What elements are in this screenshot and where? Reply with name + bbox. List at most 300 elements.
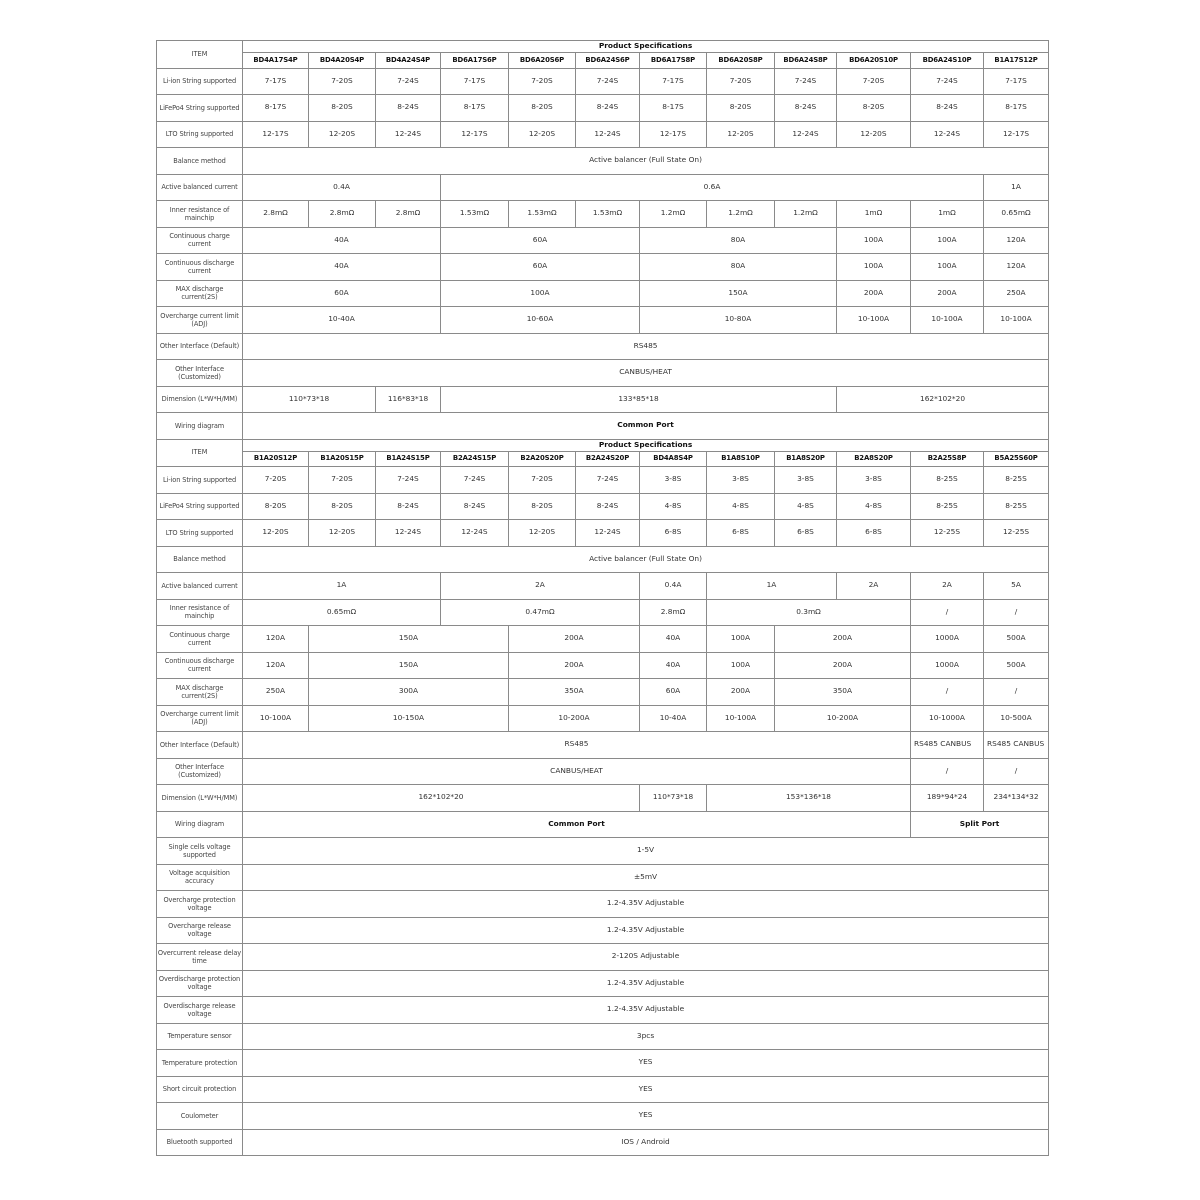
common-spec-row: [157, 891, 1049, 918]
value-cell: 12-20S: [243, 520, 309, 547]
spec-sheet: [156, 40, 1048, 1156]
value-cell: 150A: [309, 626, 509, 653]
value-cell: 500A: [984, 626, 1049, 653]
common-spec-row: [157, 864, 1049, 891]
value-cell: 0.4A: [640, 573, 707, 600]
value-cell: 350A: [509, 679, 640, 706]
model-cell: BD6A20S10P: [837, 53, 911, 69]
row-label: Wiring diagram: [157, 811, 243, 838]
value-cell: 40A: [640, 626, 707, 653]
model-cell: BD6A24S8P: [775, 53, 837, 69]
value-cell: 3-8S: [707, 467, 775, 494]
spec-row: [157, 201, 1049, 228]
value-cell: 10-80A: [640, 307, 837, 334]
value-cell: 2.8mΩ: [309, 201, 376, 228]
value-cell: 150A: [640, 280, 837, 307]
value-cell: 0.3mΩ: [707, 599, 911, 626]
value-cell: 2.8mΩ: [243, 201, 309, 228]
model-cell: B5A25S60P: [984, 451, 1049, 467]
value-cell: 8-17S: [243, 95, 309, 122]
value-cell: 4-8S: [640, 493, 707, 520]
value-cell: 10-100A: [243, 705, 309, 732]
common-spec-row: [157, 1129, 1049, 1156]
value-cell: 8-17S: [441, 95, 509, 122]
value-cell: 8-17S: [984, 95, 1049, 122]
spec-row: [157, 68, 1049, 95]
value-cell: RS485: [243, 333, 1049, 360]
common-value-cell: IOS / Android: [243, 1129, 1049, 1156]
value-cell: 60A: [441, 254, 640, 281]
value-cell: 200A: [509, 626, 640, 653]
model-cell: B1A20S15P: [309, 451, 376, 467]
value-cell: 120A: [243, 652, 309, 679]
row-label: LTO String supported: [157, 121, 243, 148]
row-label: Other Interface (Customized): [157, 360, 243, 387]
model-cell: BD6A24S6P: [576, 53, 640, 69]
model-cell: BD6A17S6P: [441, 53, 509, 69]
value-cell: 1A: [243, 573, 441, 600]
value-cell: 200A: [775, 652, 911, 679]
value-cell: 1.2mΩ: [775, 201, 837, 228]
value-cell: 8-20S: [243, 493, 309, 520]
value-cell: 7-20S: [309, 68, 376, 95]
value-cell: 8-20S: [509, 493, 576, 520]
value-cell: 1.53mΩ: [576, 201, 640, 228]
value-cell: 8-24S: [576, 95, 640, 122]
value-cell: 12-20S: [509, 520, 576, 547]
value-cell: 12-25S: [984, 520, 1049, 547]
value-cell: 7-20S: [837, 68, 911, 95]
spec-row: [157, 333, 1049, 360]
spec-row: [157, 785, 1049, 812]
spec-row: [157, 599, 1049, 626]
value-cell: 7-24S: [576, 467, 640, 494]
value-cell: 7-24S: [441, 467, 509, 494]
value-cell: 189*94*24: [911, 785, 984, 812]
value-cell: 10-500A: [984, 705, 1049, 732]
value-cell: 1A: [984, 174, 1049, 201]
value-cell: CANBUS/HEAT: [243, 360, 1049, 387]
value-cell: /: [911, 599, 984, 626]
row-label: Inner resistance of mainchip: [157, 201, 243, 228]
value-cell: 8-20S: [509, 95, 576, 122]
model-cell: BD6A20S8P: [707, 53, 775, 69]
value-cell: 12-25S: [911, 520, 984, 547]
value-cell: 12-20S: [509, 121, 576, 148]
value-cell: 80A: [640, 254, 837, 281]
row-label: Wiring diagram: [157, 413, 243, 440]
value-cell: 116*83*18: [376, 386, 441, 413]
value-cell: 6-8S: [775, 520, 837, 547]
row-label: Overdischarge protection voltage: [157, 970, 243, 997]
value-cell: 10-40A: [243, 307, 441, 334]
common-value-cell: 3pcs: [243, 1023, 1049, 1050]
value-cell: 100A: [911, 254, 984, 281]
value-cell: 2A: [837, 573, 911, 600]
value-cell: 1.53mΩ: [441, 201, 509, 228]
row-label: Temperature sensor: [157, 1023, 243, 1050]
value-cell: 8-20S: [309, 95, 376, 122]
value-cell: 10-200A: [509, 705, 640, 732]
model-cell: B1A8S10P: [707, 451, 775, 467]
value-cell: Active balancer (Full State On): [243, 546, 1049, 573]
common-spec-row: [157, 1076, 1049, 1103]
model-cell: B2A24S20P: [576, 451, 640, 467]
model-cell: BD6A17S8P: [640, 53, 707, 69]
row-label: Single cells voltage supported: [157, 838, 243, 865]
spec-row: [157, 467, 1049, 494]
spec-row: [157, 413, 1049, 440]
row-label: Overdischarge release voltage: [157, 997, 243, 1024]
row-label: Overcharge release voltage: [157, 917, 243, 944]
value-cell: 100A: [837, 254, 911, 281]
common-value-cell: 1.2-4.35V Adjustable: [243, 917, 1049, 944]
value-cell: 8-25S: [911, 493, 984, 520]
spec-row: [157, 280, 1049, 307]
common-value-cell: YES: [243, 1050, 1049, 1077]
spec-row: [157, 95, 1049, 122]
spec-row: [157, 254, 1049, 281]
model-cell: BD6A24S10P: [911, 53, 984, 69]
common-value-cell: ±5mV: [243, 864, 1049, 891]
value-cell: 10-100A: [984, 307, 1049, 334]
value-cell: 12-24S: [775, 121, 837, 148]
item-header: ITEM: [157, 439, 243, 467]
value-cell: 110*73*18: [243, 386, 376, 413]
value-cell: 7-20S: [509, 467, 576, 494]
value-cell: 2.8mΩ: [640, 599, 707, 626]
section-title: Product Specifications: [243, 439, 1049, 451]
row-label: LTO String supported: [157, 520, 243, 547]
value-cell: 60A: [640, 679, 707, 706]
value-cell: 8-24S: [775, 95, 837, 122]
model-cell: BD4A24S4P: [376, 53, 441, 69]
value-cell: 200A: [911, 280, 984, 307]
value-cell: 10-150A: [309, 705, 509, 732]
value-cell: 100A: [707, 626, 775, 653]
value-cell: /: [984, 599, 1049, 626]
spec-row: [157, 493, 1049, 520]
section-title: Product Specifications: [243, 41, 1049, 53]
spec-row: [157, 360, 1049, 387]
common-spec-row: [157, 917, 1049, 944]
spec-row: [157, 732, 1049, 759]
value-cell: 234*134*32: [984, 785, 1049, 812]
item-header: ITEM: [157, 41, 243, 69]
common-spec-row: [157, 838, 1049, 865]
spec-row: [157, 546, 1049, 573]
spec-row: [157, 811, 1049, 838]
value-cell: 8-17S: [640, 95, 707, 122]
value-cell: 12-17S: [640, 121, 707, 148]
row-label: Overcharge current limit (ADJ): [157, 705, 243, 732]
common-spec-row: [157, 1103, 1049, 1130]
row-label: Balance method: [157, 148, 243, 175]
value-cell: 300A: [309, 679, 509, 706]
spec-row: [157, 626, 1049, 653]
value-cell: 4-8S: [707, 493, 775, 520]
value-cell: 12-20S: [837, 121, 911, 148]
row-label: Other Interface (Default): [157, 732, 243, 759]
value-cell: 8-20S: [707, 95, 775, 122]
model-row: [157, 451, 1049, 467]
value-cell: 10-60A: [441, 307, 640, 334]
value-cell: 8-24S: [376, 95, 441, 122]
value-cell: 7-24S: [376, 68, 441, 95]
model-cell: B1A24S15P: [376, 451, 441, 467]
value-cell: 100A: [441, 280, 640, 307]
row-label: MAX discharge current(2S): [157, 679, 243, 706]
value-cell: 7-24S: [911, 68, 984, 95]
value-cell: 1.53mΩ: [509, 201, 576, 228]
value-cell: /: [984, 758, 1049, 785]
value-cell: 100A: [911, 227, 984, 254]
value-cell: 153*136*18: [707, 785, 911, 812]
spec-row: [157, 520, 1049, 547]
value-cell: RS485 CANBUS: [911, 732, 984, 759]
value-cell: 2A: [911, 573, 984, 600]
value-cell: 7-24S: [376, 467, 441, 494]
value-cell: Common Port: [243, 811, 911, 838]
row-label: Dimension (L*W*H/MM): [157, 386, 243, 413]
model-row: [157, 53, 1049, 69]
spec-body: [157, 41, 1049, 1156]
value-cell: 8-24S: [576, 493, 640, 520]
value-cell: 80A: [640, 227, 837, 254]
value-cell: 7-24S: [576, 68, 640, 95]
common-value-cell: 1.2-4.35V Adjustable: [243, 997, 1049, 1024]
value-cell: 12-20S: [707, 121, 775, 148]
model-cell: B1A8S20P: [775, 451, 837, 467]
value-cell: 1000A: [911, 626, 984, 653]
common-spec-row: [157, 1050, 1049, 1077]
common-spec-row: [157, 944, 1049, 971]
model-cell: B2A25S8P: [911, 451, 984, 467]
model-cell: B1A20S12P: [243, 451, 309, 467]
value-cell: 5A: [984, 573, 1049, 600]
spec-row: [157, 227, 1049, 254]
value-cell: 8-24S: [376, 493, 441, 520]
common-value-cell: 1-5V: [243, 838, 1049, 865]
row-label: Coulometer: [157, 1103, 243, 1130]
value-cell: /: [984, 679, 1049, 706]
value-cell: 7-17S: [243, 68, 309, 95]
value-cell: 10-1000A: [911, 705, 984, 732]
value-cell: 200A: [509, 652, 640, 679]
value-cell: 120A: [984, 227, 1049, 254]
common-value-cell: 2-120S Adjustable: [243, 944, 1049, 971]
row-label: Other Interface (Default): [157, 333, 243, 360]
value-cell: 12-20S: [309, 121, 376, 148]
value-cell: 1mΩ: [911, 201, 984, 228]
row-label: Balance method: [157, 546, 243, 573]
value-cell: 162*102*20: [837, 386, 1049, 413]
row-label: Continuous discharge current: [157, 254, 243, 281]
spec-row: [157, 148, 1049, 175]
value-cell: 3-8S: [837, 467, 911, 494]
model-cell: BD4A8S4P: [640, 451, 707, 467]
value-cell: 162*102*20: [243, 785, 640, 812]
value-cell: 4-8S: [775, 493, 837, 520]
value-cell: 500A: [984, 652, 1049, 679]
row-label: LiFePo4 String supported: [157, 493, 243, 520]
value-cell: Split Port: [911, 811, 1049, 838]
value-cell: RS485 CANBUS: [984, 732, 1049, 759]
value-cell: 12-17S: [984, 121, 1049, 148]
row-label: Short circuit protection: [157, 1076, 243, 1103]
row-label: Li-ion String supported: [157, 68, 243, 95]
value-cell: 250A: [243, 679, 309, 706]
value-cell: 8-25S: [911, 467, 984, 494]
value-cell: 7-20S: [309, 467, 376, 494]
model-cell: B1A17S12P: [984, 53, 1049, 69]
value-cell: 7-24S: [775, 68, 837, 95]
row-label: Bluetooth supported: [157, 1129, 243, 1156]
value-cell: 120A: [243, 626, 309, 653]
value-cell: 60A: [243, 280, 441, 307]
value-cell: 10-100A: [837, 307, 911, 334]
model-cell: B2A20S20P: [509, 451, 576, 467]
section-2-title-row: [157, 439, 1049, 451]
row-label: MAX discharge current(2S): [157, 280, 243, 307]
row-label: Inner resistance of mainchip: [157, 599, 243, 626]
spec-row: [157, 573, 1049, 600]
value-cell: 7-20S: [243, 467, 309, 494]
value-cell: 120A: [984, 254, 1049, 281]
spec-row: [157, 386, 1049, 413]
value-cell: 60A: [441, 227, 640, 254]
value-cell: 1.2mΩ: [640, 201, 707, 228]
row-label: Active balanced current: [157, 573, 243, 600]
common-value-cell: 1.2-4.35V Adjustable: [243, 970, 1049, 997]
row-label: Continuous discharge current: [157, 652, 243, 679]
row-label: Overcharge protection voltage: [157, 891, 243, 918]
value-cell: RS485: [243, 732, 911, 759]
value-cell: 1mΩ: [837, 201, 911, 228]
row-label: Voltage acquisition accuracy: [157, 864, 243, 891]
value-cell: 12-17S: [441, 121, 509, 148]
row-label: LiFePo4 String supported: [157, 95, 243, 122]
value-cell: Common Port: [243, 413, 1049, 440]
value-cell: 40A: [243, 227, 441, 254]
value-cell: 12-20S: [309, 520, 376, 547]
value-cell: 10-100A: [707, 705, 775, 732]
common-spec-row: [157, 997, 1049, 1024]
spec-row: [157, 121, 1049, 148]
value-cell: 3-8S: [640, 467, 707, 494]
value-cell: 133*85*18: [441, 386, 837, 413]
row-label: Overcharge current limit (ADJ): [157, 307, 243, 334]
spec-row: [157, 652, 1049, 679]
value-cell: 200A: [775, 626, 911, 653]
spec-row: [157, 705, 1049, 732]
value-cell: 7-20S: [509, 68, 576, 95]
value-cell: 7-20S: [707, 68, 775, 95]
value-cell: 4-8S: [837, 493, 911, 520]
value-cell: 0.4A: [243, 174, 441, 201]
value-cell: 1A: [707, 573, 837, 600]
spec-row: [157, 174, 1049, 201]
value-cell: 12-24S: [376, 121, 441, 148]
value-cell: 3-8S: [775, 467, 837, 494]
value-cell: 1000A: [911, 652, 984, 679]
value-cell: 40A: [243, 254, 441, 281]
spec-row: [157, 307, 1049, 334]
value-cell: CANBUS/HEAT: [243, 758, 911, 785]
value-cell: 0.6A: [441, 174, 984, 201]
row-label: Continuous charge current: [157, 227, 243, 254]
value-cell: 12-24S: [376, 520, 441, 547]
value-cell: Active balancer (Full State On): [243, 148, 1049, 175]
value-cell: 6-8S: [640, 520, 707, 547]
model-cell: B2A8S20P: [837, 451, 911, 467]
row-label: Overcurrent release delay time: [157, 944, 243, 971]
value-cell: 40A: [640, 652, 707, 679]
row-label: Active balanced current: [157, 174, 243, 201]
value-cell: /: [911, 679, 984, 706]
common-value-cell: 1.2-4.35V Adjustable: [243, 891, 1049, 918]
value-cell: 150A: [309, 652, 509, 679]
value-cell: 0.65mΩ: [243, 599, 441, 626]
model-cell: BD4A17S4P: [243, 53, 309, 69]
value-cell: 200A: [837, 280, 911, 307]
spec-row: [157, 679, 1049, 706]
value-cell: 10-100A: [911, 307, 984, 334]
section-1-title-row: [157, 41, 1049, 53]
value-cell: 2.8mΩ: [376, 201, 441, 228]
value-cell: 12-24S: [576, 121, 640, 148]
row-label: Other Interface (Customized): [157, 758, 243, 785]
value-cell: 2A: [441, 573, 640, 600]
value-cell: 200A: [707, 679, 775, 706]
common-spec-row: [157, 970, 1049, 997]
spec-row: [157, 758, 1049, 785]
value-cell: 10-40A: [640, 705, 707, 732]
row-label: Li-ion String supported: [157, 467, 243, 494]
value-cell: 7-17S: [640, 68, 707, 95]
value-cell: 12-24S: [911, 121, 984, 148]
value-cell: /: [911, 758, 984, 785]
model-cell: B2A24S15P: [441, 451, 509, 467]
value-cell: 8-24S: [911, 95, 984, 122]
value-cell: 0.65mΩ: [984, 201, 1049, 228]
value-cell: 7-17S: [984, 68, 1049, 95]
value-cell: 1.2mΩ: [707, 201, 775, 228]
value-cell: 6-8S: [707, 520, 775, 547]
value-cell: 100A: [707, 652, 775, 679]
value-cell: 100A: [837, 227, 911, 254]
model-cell: BD6A20S6P: [509, 53, 576, 69]
value-cell: 6-8S: [837, 520, 911, 547]
value-cell: 110*73*18: [640, 785, 707, 812]
value-cell: 12-24S: [441, 520, 509, 547]
value-cell: 0.47mΩ: [441, 599, 640, 626]
row-label: Continuous charge current: [157, 626, 243, 653]
value-cell: 10-200A: [775, 705, 911, 732]
common-value-cell: YES: [243, 1076, 1049, 1103]
common-value-cell: YES: [243, 1103, 1049, 1130]
value-cell: 250A: [984, 280, 1049, 307]
row-label: Dimension (L*W*H/MM): [157, 785, 243, 812]
value-cell: 12-24S: [576, 520, 640, 547]
model-cell: BD4A20S4P: [309, 53, 376, 69]
value-cell: 12-17S: [243, 121, 309, 148]
spec-table: [156, 40, 1049, 1156]
common-spec-row: [157, 1023, 1049, 1050]
value-cell: 8-20S: [837, 95, 911, 122]
value-cell: 8-20S: [309, 493, 376, 520]
value-cell: 8-25S: [984, 467, 1049, 494]
